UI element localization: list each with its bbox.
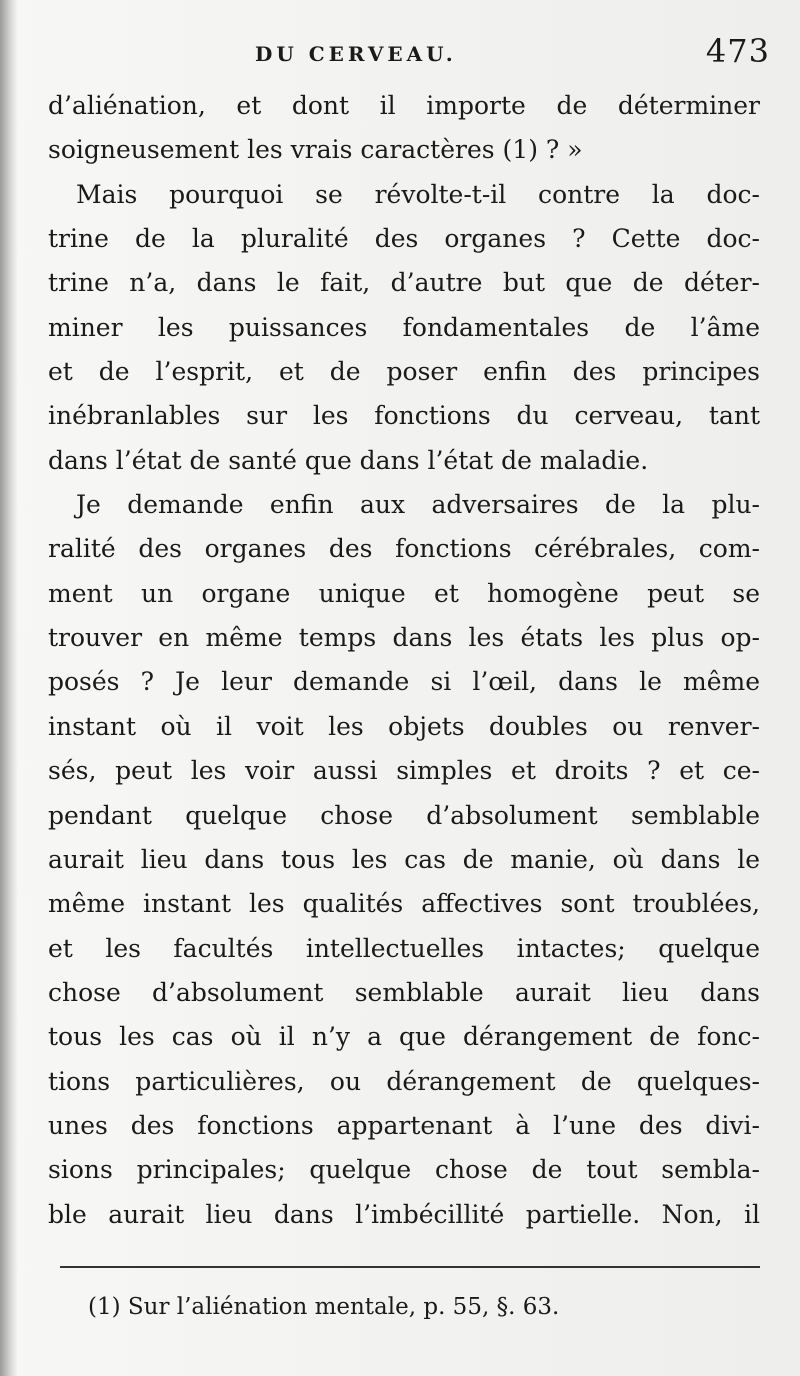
text-line: aurait lieu dans tous les cas de manie, où dans le (48, 844, 760, 874)
text-line: tous les cas où il n’y a que dérangement de fonc- (48, 1022, 760, 1052)
text-line: Mais pourquoi se révolte-t-il contre la doc- (76, 179, 760, 209)
text-line: tions particulières, ou dérangement de quelques- (48, 1066, 760, 1096)
text-line: dans l’état de santé que dans l’état de maladie. (48, 445, 649, 475)
text-line: inébranlables sur les fonctions du cerveau, tant (48, 401, 760, 431)
footnote: (1) Sur l’aliénation mentale, p. 55, §. 63. (88, 1294, 560, 1320)
text-line: même instant les qualités affectives sont troublées, (48, 889, 760, 919)
running-head: DU CERVEAU. (255, 42, 457, 66)
text-line: unes des fonctions appartenant à l’une des divi- (48, 1110, 760, 1140)
text-line: sions principales; quelque chose de tout sembla- (48, 1155, 760, 1185)
text-line: et de l’esprit, et de poser enfin des principes (48, 357, 760, 387)
text-line: instant où il voit les objets doubles ou renver- (48, 711, 760, 741)
page-number: 473 (705, 32, 770, 70)
text-line: posés ? Je leur demande si l’œil, dans le même (48, 667, 760, 697)
text-line: trouver en même temps dans les états les plus op- (48, 623, 760, 653)
text-line: pendant quelque chose d’absolument semblable (48, 800, 760, 830)
text-line: ble aurait lieu dans l’imbécillité partielle. Non, il (48, 1199, 760, 1229)
text-line: d’aliénation, et dont il importe de déterminer (48, 91, 760, 120)
footnote-divider (60, 1266, 760, 1268)
text-line: trine de la pluralité des organes ? Cette doc- (48, 224, 760, 254)
text-line: et les facultés intellectuelles intactes; quelque (48, 933, 760, 963)
text-line: soigneusement les vrais caractères (1) ? » (48, 135, 583, 165)
text-line: miner les puissances fondamentales de l’âme (48, 312, 760, 342)
text-line: ment un organe unique et homogène peut se (48, 578, 760, 608)
body-text (48, 84, 760, 1237)
page-gutter-shadow (0, 0, 18, 1376)
text-line: Je demande enfin aux adversaires de la plu- (76, 490, 760, 520)
text-line: trine n’a, dans le fait, d’autre but que de déter- (48, 268, 760, 298)
text-line: chose d’absolument semblable aurait lieu dans (48, 977, 760, 1007)
text-line: ralité des organes des fonctions cérébrales, com- (48, 534, 760, 564)
text-line: sés, peut les voir aussi simples et droits ? et ce- (48, 756, 760, 786)
